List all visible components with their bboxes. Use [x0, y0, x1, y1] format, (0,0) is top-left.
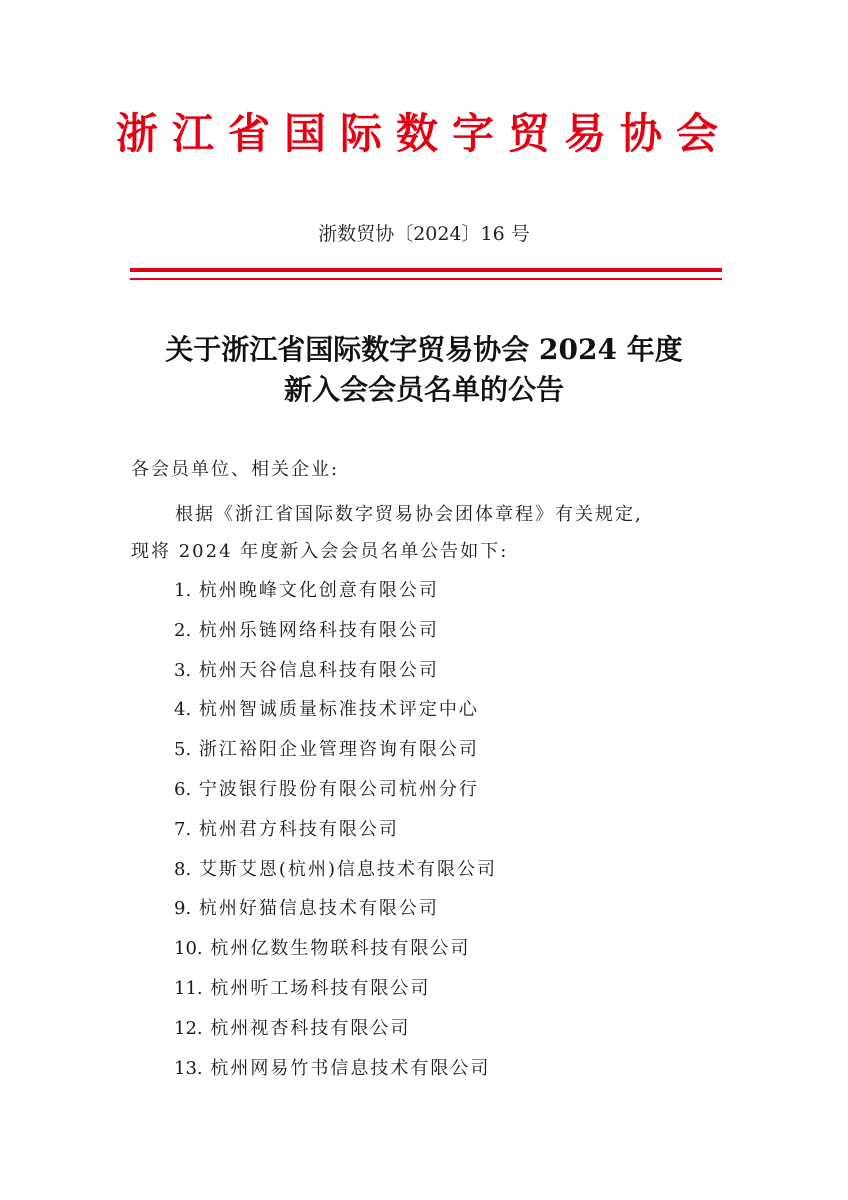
member-number: 7.: [174, 818, 192, 840]
member-number: 3.: [174, 659, 192, 681]
document-number: 浙数贸协〔2024〕16 号: [318, 223, 530, 245]
member-name: 杭州天谷信息科技有限公司: [198, 659, 439, 681]
member-item: [174, 812, 497, 852]
member-name: 杭州智诚质量标准技术评定中心: [198, 699, 479, 721]
member-number: 5.: [174, 739, 192, 761]
member-list: [174, 573, 497, 1090]
member-name: 杭州听工场科技有限公司: [210, 977, 431, 999]
member-number: 1.: [174, 580, 192, 601]
member-name: 浙江裕阳企业管理咨询有限公司: [198, 739, 479, 761]
organization-header: 浙江省国际数字贸易协会: [115, 109, 732, 158]
member-number: 6.: [174, 778, 192, 800]
intro-line-2: 现将 2024 年度新入会会员名单公告如下:: [131, 541, 509, 562]
member-number: 2.: [174, 619, 192, 641]
member-name: 杭州好猫信息技术有限公司: [198, 898, 439, 920]
member-item: [174, 772, 497, 812]
salutation: 各会员单位、相关企业:: [131, 459, 340, 480]
member-item: [174, 732, 497, 772]
intro-paragraph: [131, 496, 731, 570]
announcement-title: [0, 330, 848, 410]
member-item: [174, 891, 497, 931]
member-number: 12.: [174, 1017, 203, 1039]
member-name: 杭州亿数生物联科技有限公司: [210, 938, 471, 960]
member-name: 杭州晚峰文化创意有限公司: [198, 580, 439, 601]
member-item: [174, 852, 497, 892]
member-number: 11.: [174, 977, 203, 999]
member-item: [174, 971, 497, 1011]
member-item: [174, 653, 497, 693]
member-number: 8.: [174, 858, 192, 880]
header-divider-thick: [130, 268, 722, 272]
member-item: [174, 1011, 497, 1051]
member-name: 杭州乐链网络科技有限公司: [198, 619, 439, 641]
member-number: 4.: [174, 699, 192, 721]
member-item: [174, 692, 497, 732]
member-name: 杭州视杏科技有限公司: [210, 1017, 411, 1039]
member-number: 10.: [174, 938, 203, 960]
header-divider-thin: [130, 278, 722, 280]
member-number: 9.: [174, 898, 192, 920]
intro-line-1: 根据《浙江省国际数字贸易协会团体章程》有关规定,: [175, 504, 643, 525]
member-item: [174, 613, 497, 653]
member-name: 杭州君方科技有限公司: [198, 818, 399, 840]
member-name: 宁波银行股份有限公司杭州分行: [198, 778, 479, 800]
title-line-2: 新入会会员名单的公告: [283, 373, 564, 406]
member-item: [174, 931, 497, 971]
member-item: [174, 573, 497, 613]
title-line-1: 关于浙江省国际数字贸易协会 2024 年度: [165, 333, 683, 366]
member-name: 艾斯艾恩(杭州)信息技术有限公司: [198, 858, 497, 880]
member-name: 杭州网易竹书信息技术有限公司: [210, 1057, 491, 1079]
member-number: 13.: [174, 1057, 203, 1079]
member-item: [174, 1051, 497, 1091]
